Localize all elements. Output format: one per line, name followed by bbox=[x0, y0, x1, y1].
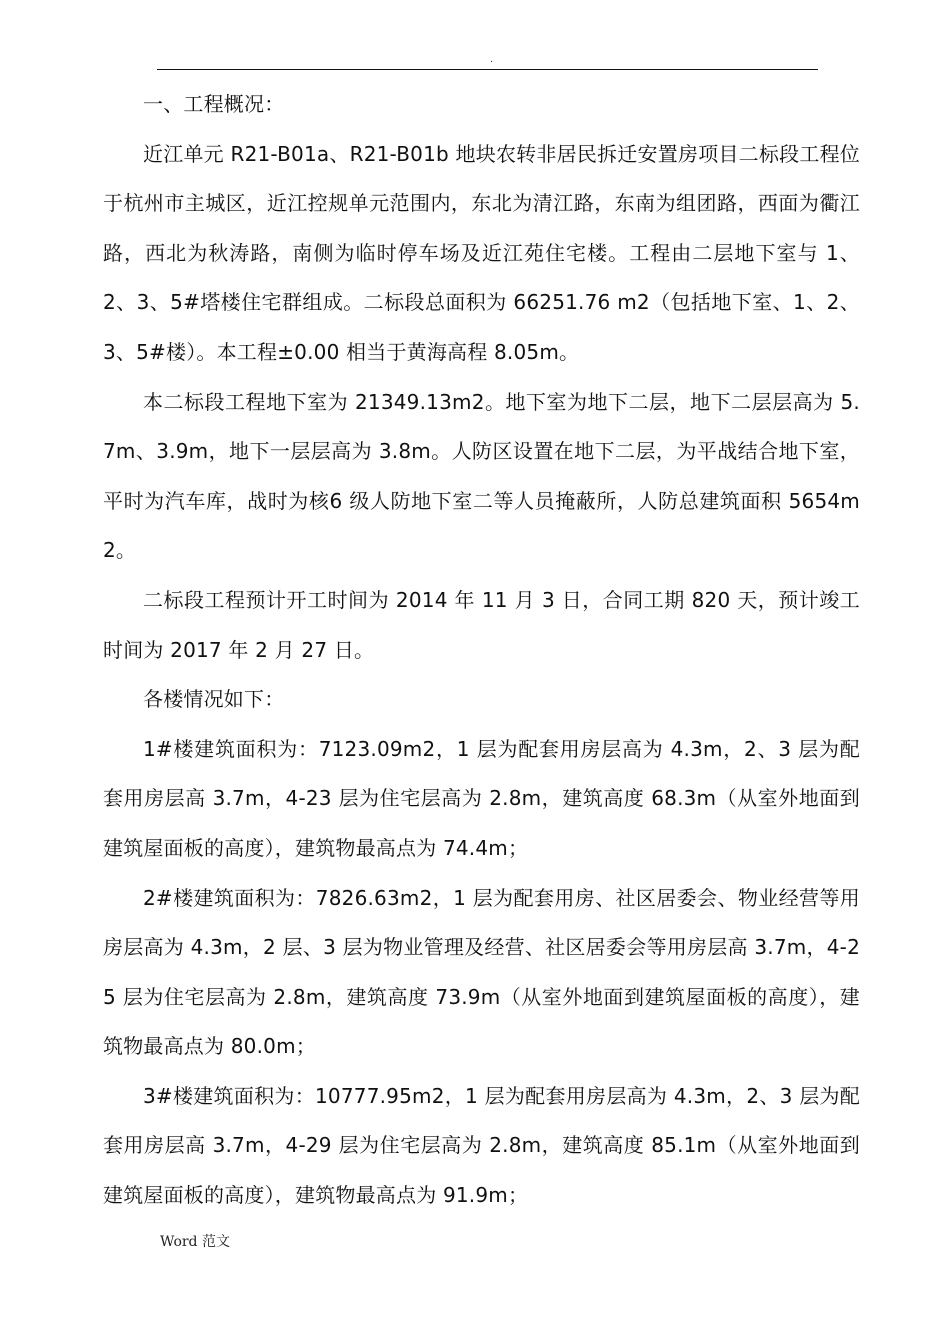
paragraph-building-2: 2#楼建筑面积为：7826.63m2，1 层为配套用房、社区居委会、物业经营等用房层高为 4.3m，2 层、3 层为物业管理及经营、社区居委会等用房层高 3.7m，4-25 层为住宅层高为 2.8m，建筑高度 73.9m（从室外地面到建筑屋面板的高度），建筑物最高点为 80.0m； bbox=[103, 885, 860, 1059]
footer-label: Word 范文 bbox=[160, 1234, 230, 1250]
paragraph-project-overview: 近江单元 R21-B01a、R21-B01b 地块农转非居民拆迁安置房项目二标段工程位于杭州市主城区，近江控规单元范围内，东北为清江路，东南为组团路，西面为衢江路，西北为秋涛路，南侧为临时停车场及近江苑住宅楼。工程由二层地下室与 1、2、3、5#塔楼住宅群组成。二标段总面积为 66251.76 m2（包括地下室、1、2、3、5#楼）。本工程±0.00 相当于黄海高程 8.05m。 bbox=[103, 141, 860, 364]
paragraph-basement: 本二标段工程地下室为 21349.13m2。地下室为地下二层，地下二层层高为 5.7m、3.9m，地下一层层高为 3.8m。人防区设置在地下二层，为平战结合地下室，平时为汽车库，战时为核6 级人防地下室二等人员掩蔽所，人防总建筑面积 5654m2。 bbox=[103, 389, 860, 563]
paragraph-building-3: 3#楼建筑面积为：10777.95m2，1 层为配套用房层高为 4.3m，2、3 层为配套用房层高 3.7m，4-29 层为住宅层高为 2.8m，建筑高度 85.1m（从室外地面到建筑屋面板的高度），建筑物最高点为 91.9m； bbox=[103, 1083, 860, 1208]
header-dot: . bbox=[490, 54, 494, 65]
header-rule bbox=[157, 69, 818, 70]
paragraph-schedule: 二标段工程预计开工时间为 2014 年 11 月 3 日，合同工期 820 天，预计竣工时间为 2017 年 2 月 27 日。 bbox=[103, 587, 860, 662]
paragraph-building-1: 1#楼建筑面积为：7123.09m2，1 层为配套用房层高为 4.3m，2、3 层为配套用房层高 3.7m，4-23 层为住宅层高为 2.8m，建筑高度 68.3m（从室外地面到建筑屋面板的高度），建筑物最高点为 74.4m； bbox=[103, 736, 860, 860]
paragraph-buildings-intro: 各楼情况如下： bbox=[143, 687, 285, 712]
document-body bbox=[103, 80, 860, 1221]
section-heading: 一、工程概况： bbox=[143, 92, 285, 116]
